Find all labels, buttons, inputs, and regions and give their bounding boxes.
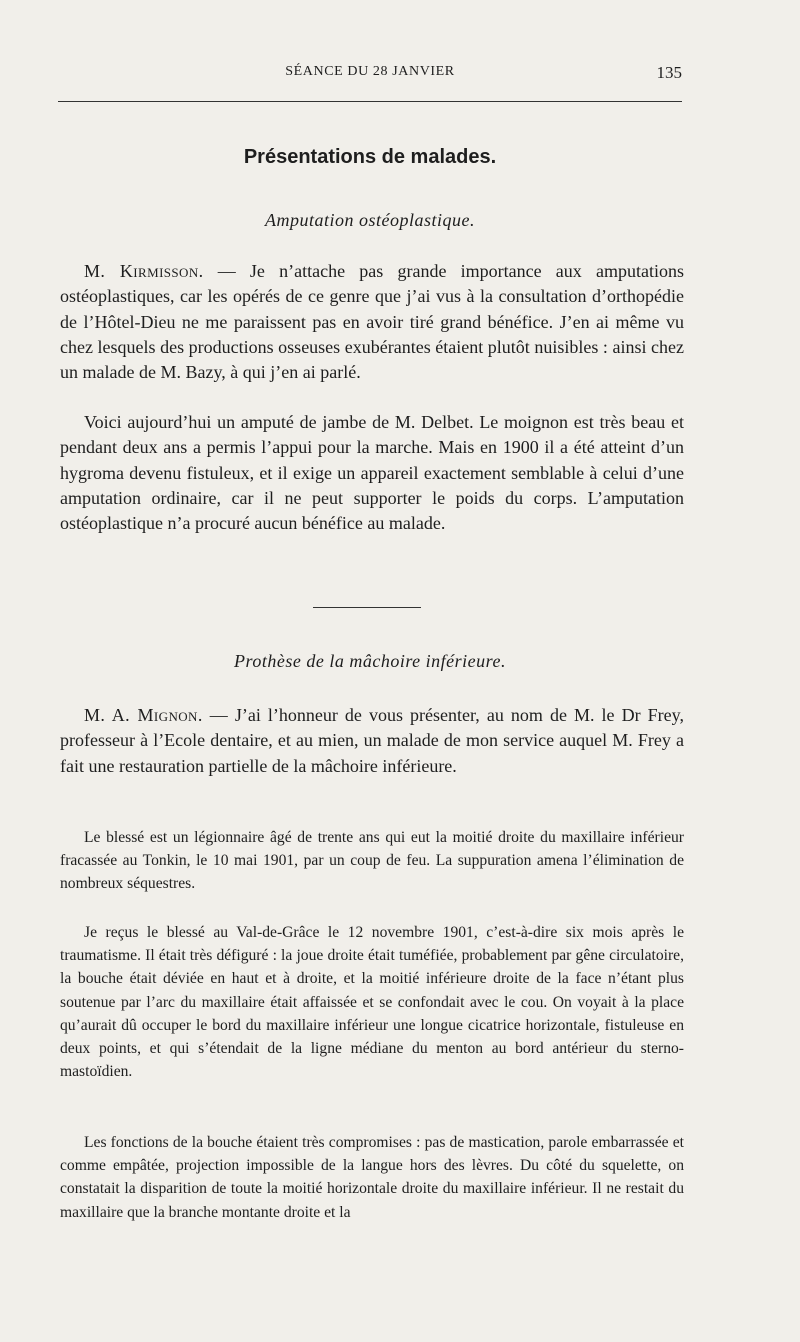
section-title-prothese: Prothèse de la mâchoire inférieure. bbox=[234, 651, 506, 671]
paragraph-text: — J’ai l’honneur de vous présenter, au nom de M. le Dr Frey, professeur à l’Ecole dentaire, et au mien, un malade de mon service auquel M. Frey a fait une restauration partielle de la mâchoire inférieure. bbox=[60, 705, 684, 776]
section-separator bbox=[313, 607, 421, 608]
page-header bbox=[58, 64, 682, 86]
paragraph-examination: Je reçus le blessé au Val-de-Grâce le 12 novembre 1901, c’est-à-dire six mois après le traumatisme. Il était très défiguré : la joue droite était tuméfiée, probablement par gêne circulatoire, la bouche était déviée en haut et à droite, et la moitié inférieure droite de la face n’étant plus soutenue par l’arc du maxillaire était affaissée et se confondait avec le cou. On voyait à la place qu’aurait dû occuper le bord du maxillaire inférieur une longue cicatrice horizontale, fistuleuse en deux points, et qui s’étendait de la ligne médiane du menton au bord antérieur du sterno-mastoïdien. bbox=[60, 924, 684, 1081]
paragraph-functions: Les fonctions de la bouche étaient très compromises : pas de mastication, parole embarrassée et comme empâtée, projection impossible de la langue hors des lèvres. Du côté du squelette, on constatait la disparition de toute la moitié horizontale droite du maxillaire inférieur. Il ne restait du maxillaire que la branche montante droite et la bbox=[60, 1134, 684, 1221]
paragraph-mignon bbox=[60, 703, 684, 779]
speaker-name: M. Kirmisson. bbox=[84, 261, 204, 281]
page-number: 135 bbox=[656, 63, 682, 82]
section-title-amputation: Amputation ostéoplastique. bbox=[265, 210, 475, 230]
paragraph-text: — Je n’attache pas grande importance aux amputations ostéoplastiques, car les opérés de ce genre que j’ai vus à la consultation d’orthopédie de l’Hôtel-Dieu ne me paraissent pas en avoir tiré grand bénéfice. J’en ai même vu chez lesquels des productions osseuses exubérantes étaient plutôt nuisibles : ainsi chez un malade de M. Bazy, à qui j’en ai parlé. bbox=[60, 261, 684, 383]
paragraph-kirmisson bbox=[60, 259, 684, 385]
running-title: SÉANCE DU 28 JANVIER bbox=[285, 64, 455, 79]
main-heading: Présentations de malades. bbox=[243, 146, 497, 168]
paragraph-delbet-amputee: Voici aujourd’hui un amputé de jambe de M. Delbet. Le moignon est très beau et pendant deux ans a permis l’appui pour la marche. Mais en 1900 il a été atteint d’un hygroma devenu fistuleux, et il exige un appareil exactement semblable à celui d’une amputation ordinaire, car il ne peut supporter le poids du corps. L’amputation ostéoplastique n’a procuré aucun bénéfice au malade. bbox=[60, 412, 684, 534]
paragraph-case-history: Le blessé est un légionnaire âgé de trente ans qui eut la moitié droite du maxillaire inférieur fracassée au Tonkin, le 10 mai 1901, par un coup de feu. La suppuration amena l’élimination de nombreux séquestres. bbox=[60, 829, 684, 893]
header-rule bbox=[58, 101, 682, 102]
speaker-name: M. A. Mignon. bbox=[84, 705, 203, 725]
